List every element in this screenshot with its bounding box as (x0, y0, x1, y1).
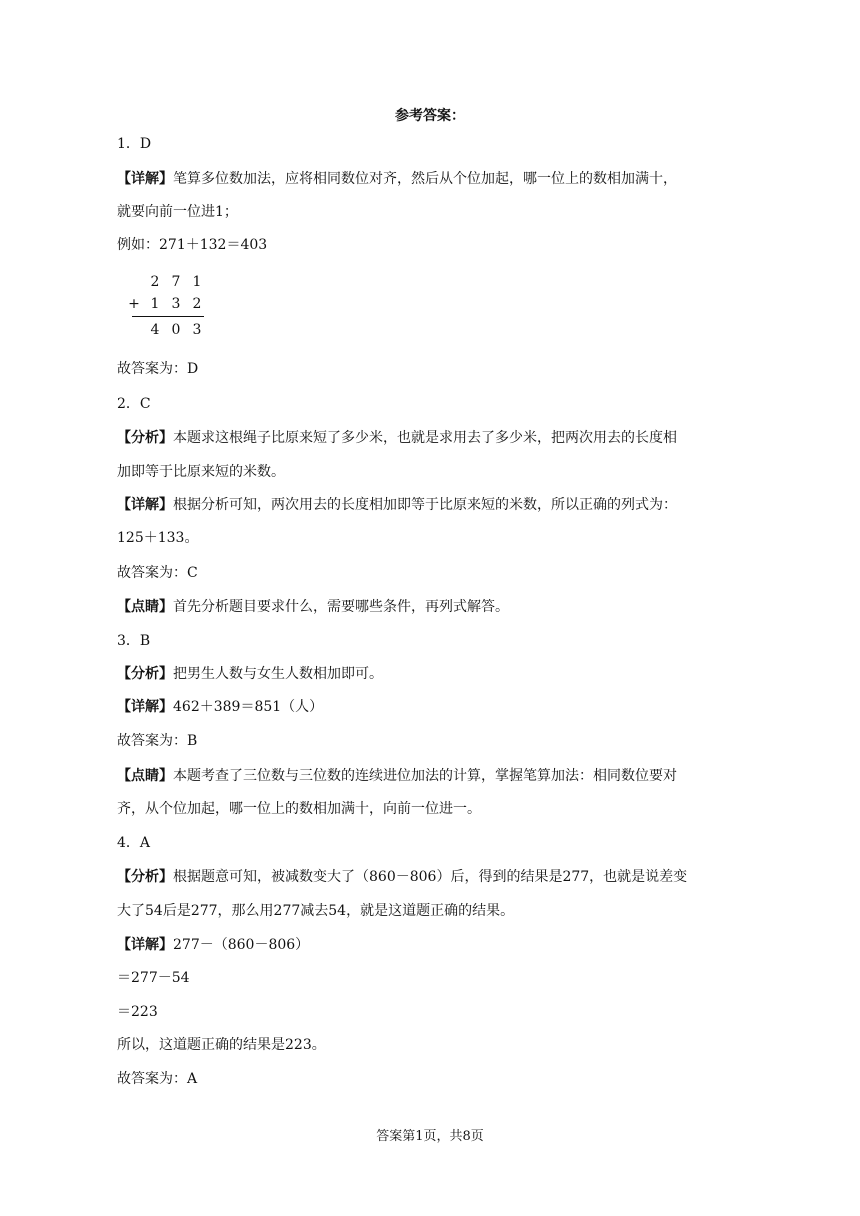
line-text: 例如：271＋132＝403 (117, 237, 268, 253)
digit: 1 (150, 296, 160, 312)
conclusion-line (117, 1035, 326, 1055)
line-text: 462＋389＝851（人） (173, 699, 324, 715)
comment-line (117, 766, 677, 786)
line-text: 4．A (117, 835, 151, 851)
answer-line (117, 359, 198, 379)
line-text: 就要向前一位进1； (117, 204, 238, 220)
line-text: 本题求这根绳子比原来短了多少米，也就是求用去了多少米，把两次用去的长度相 (173, 430, 677, 446)
answer-line (117, 731, 197, 751)
explanation-line (117, 697, 323, 717)
line-text: 3．B (117, 633, 151, 649)
digit: 7 (171, 274, 181, 290)
line-text: 大了54后是277，那么用277减去54，就是这道题正确的结果。 (117, 903, 515, 919)
line-text: 根据分析可知，两次用去的长度相加即等于比原来短的米数，所以正确的列式为： (173, 497, 677, 513)
answer-number (117, 134, 151, 154)
line-text: 把男生人数与女生人数相加即可。 (173, 666, 383, 682)
line-text: 首先分析题目要求什么，需要哪些条件，再列式解答。 (173, 599, 509, 615)
line-text: ＝277－54 (117, 970, 190, 986)
page-footer: 答案第1页，共8页 (376, 1129, 484, 1144)
line-text: 277－（860－806） (173, 937, 310, 953)
explanation-line (117, 169, 677, 189)
answer-line (117, 563, 198, 583)
answer-number (117, 631, 150, 651)
comment-line (117, 597, 509, 617)
digit: 3 (171, 296, 181, 312)
line-text: 故答案为：A (117, 1071, 198, 1087)
explanation-line (117, 935, 309, 955)
analysis-line (117, 428, 677, 448)
section-tag: 【分析】 (117, 666, 173, 682)
plus-sign: + (128, 296, 140, 312)
answer-number (117, 394, 151, 414)
analysis-line (117, 664, 383, 684)
section-tag: 【点睛】 (117, 599, 173, 615)
line-text: 125＋133。 (117, 530, 199, 546)
analysis-line (117, 867, 687, 887)
line-text: 本题考查了三位数与三位数的连续进位加法的计算，掌握笔算加法：相同数位要对 (173, 768, 677, 784)
line-text: 2．C (117, 396, 151, 412)
digit: 2 (192, 296, 202, 312)
line-text: 加即等于比原来短的米数。 (117, 464, 285, 480)
section-tag: 【分析】 (117, 430, 173, 446)
answer-line (117, 1069, 197, 1089)
section-tag: 【详解】 (117, 699, 173, 715)
sum-line (132, 316, 204, 317)
line-text: ＝223 (117, 1004, 158, 1020)
line-text: 笔算多位数加法，应将相同数位对齐，然后从个位加起，哪一位上的数相加满十， (173, 171, 677, 187)
explanation-line (117, 202, 238, 222)
line-text: 故答案为：B (117, 733, 198, 749)
analysis-line (117, 901, 514, 921)
vertical-addition (130, 270, 210, 350)
explanation-line (117, 495, 677, 515)
digit: 3 (192, 322, 202, 338)
digit: 2 (150, 274, 160, 290)
comment-line (117, 799, 481, 819)
line-text: 齐，从个位加起，哪一位上的数相加满十，向前一位进一。 (117, 801, 481, 817)
section-tag: 【点睛】 (117, 768, 173, 784)
line-text: 根据题意可知，被减数变大了（860－806）后，得到的结果是277，也就是说差变 (173, 869, 688, 885)
line-text: 所以，这道题正确的结果是223。 (117, 1037, 326, 1053)
explanation-line (117, 528, 198, 548)
section-tag: 【详解】 (117, 497, 173, 513)
line-text: 故答案为：C (117, 565, 198, 581)
page-title: 参考答案： (395, 108, 465, 124)
answer-number (117, 833, 150, 853)
digit: 0 (171, 322, 181, 338)
example-line (117, 235, 267, 255)
line-text: 1．D (117, 136, 152, 152)
calculation-step (117, 968, 190, 988)
analysis-line (117, 462, 285, 482)
section-tag: 【分析】 (117, 869, 173, 885)
section-tag: 【详解】 (117, 937, 173, 953)
digit: 1 (192, 274, 202, 290)
section-tag: 【详解】 (117, 171, 173, 187)
digit: 4 (150, 322, 160, 338)
line-text: 故答案为：D (117, 361, 199, 377)
calculation-step (117, 1002, 158, 1022)
